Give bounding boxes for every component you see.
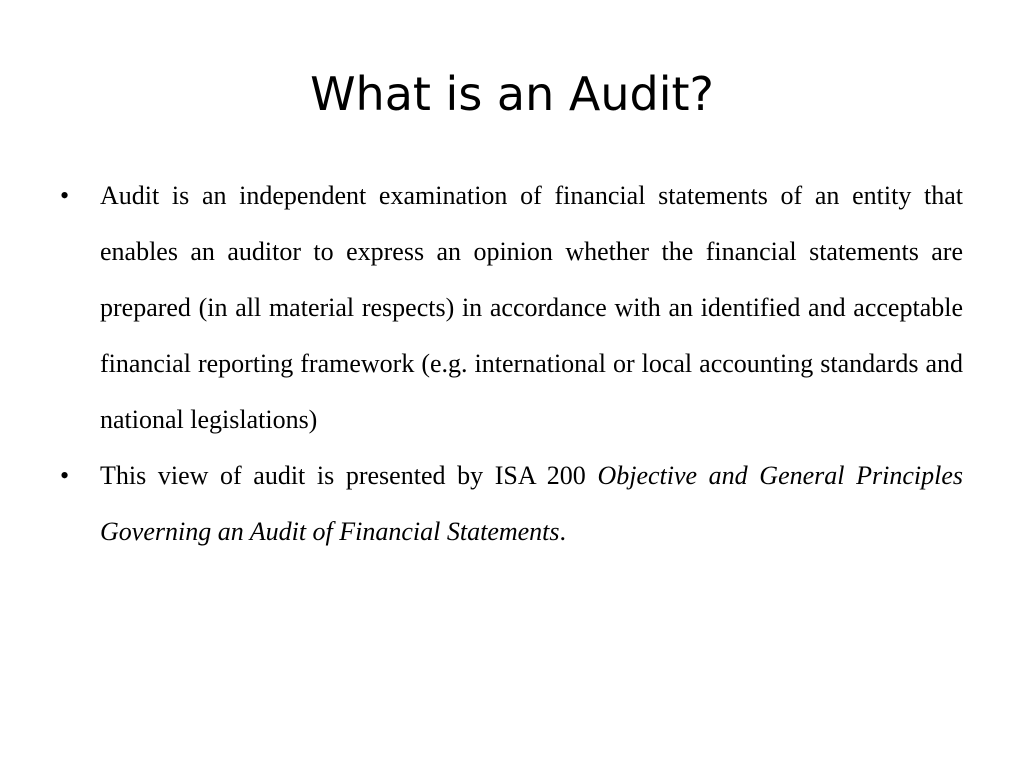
slide-title: What is an Audit? <box>310 67 714 121</box>
bullet-item-isa-reference <box>56 448 963 560</box>
bullet-icon: • <box>60 181 70 210</box>
bullet-list <box>56 168 963 560</box>
isa-standard-title: Objective and General Principles Governing an Audit of Financial Statements <box>100 461 963 546</box>
bullet-text-period: . <box>559 517 567 546</box>
bullet-icon: • <box>60 461 70 490</box>
bullet-text-definition: Audit is an independent examination of financial statements of an entity that enables an auditor to express an opinion whether the financial statements are prepared (in all material respects) in accordance with an identified and acceptable financial reporting framework (e.g. international or local accounting standards and national legislations) <box>100 181 963 434</box>
bullet-item-definition <box>56 168 963 448</box>
bullet-text-isa-intro: This view of audit is presented by ISA 200 <box>100 461 598 490</box>
